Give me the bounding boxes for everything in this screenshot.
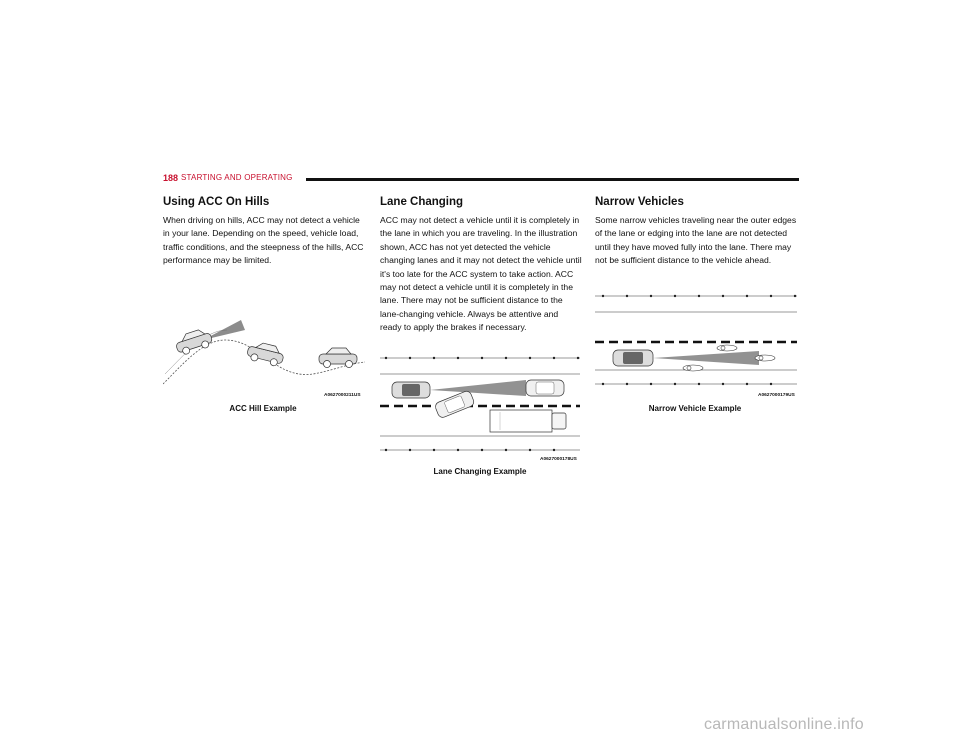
figure-lane-changing bbox=[380, 352, 580, 456]
caption-acc-hill: ACC Hill Example bbox=[229, 404, 297, 413]
figure-narrow-vehicle bbox=[595, 290, 797, 394]
column-lane-changing bbox=[380, 196, 582, 335]
column-narrow-vehicles bbox=[595, 196, 797, 268]
figure-ref-lane-changing: A0627000178US bbox=[540, 457, 577, 462]
body-lane-changing: ACC may not detect a vehicle until it is completely in the lane in which you are traveling. In the illustration shown, ACC has not yet detected the vehicle changing lanes and it may not detect the vehicle until it's too late for the ACC system to take action. ACC may not detect a vehicle until it is completely in the lane. There may not be sufficient distance to the lane-changing vehicle. Always be attentive and ready to apply the brakes if necessary. bbox=[380, 215, 582, 333]
figure-ref-narrow-vehicle: A0627000179US bbox=[758, 393, 795, 398]
column-acc-hills bbox=[163, 196, 365, 268]
caption-narrow-vehicle: Narrow Vehicle Example bbox=[648, 404, 742, 413]
header-rule bbox=[306, 178, 799, 181]
body-acc-hills: When driving on hills, ACC may not detect a vehicle in your lane. Depending on the speed, vehicle load, traffic conditions, and the steepness of the hills, ACC performance may be limited. bbox=[163, 215, 364, 266]
watermark: carmanualsonline.info bbox=[704, 716, 864, 733]
heading-acc-hills: Using ACC On Hills bbox=[163, 196, 270, 208]
section-title: STARTING AND OPERATING bbox=[181, 173, 293, 182]
page-number: 188 bbox=[163, 173, 179, 183]
heading-narrow-vehicles: Narrow Vehicles bbox=[595, 196, 684, 208]
body-narrow-vehicles: Some narrow vehicles traveling near the outer edges of the lane or edging into the lane are not detected until they have moved fully into the lane. There may not be sufficient distance to the vehicle ahead. bbox=[595, 215, 797, 266]
caption-lane-changing: Lane Changing Example bbox=[433, 467, 527, 476]
heading-lane-changing: Lane Changing bbox=[380, 196, 464, 208]
figure-ref-acc-hill: A0627000211US bbox=[324, 393, 361, 398]
figure-acc-hill bbox=[163, 312, 365, 400]
page-header bbox=[163, 173, 799, 187]
